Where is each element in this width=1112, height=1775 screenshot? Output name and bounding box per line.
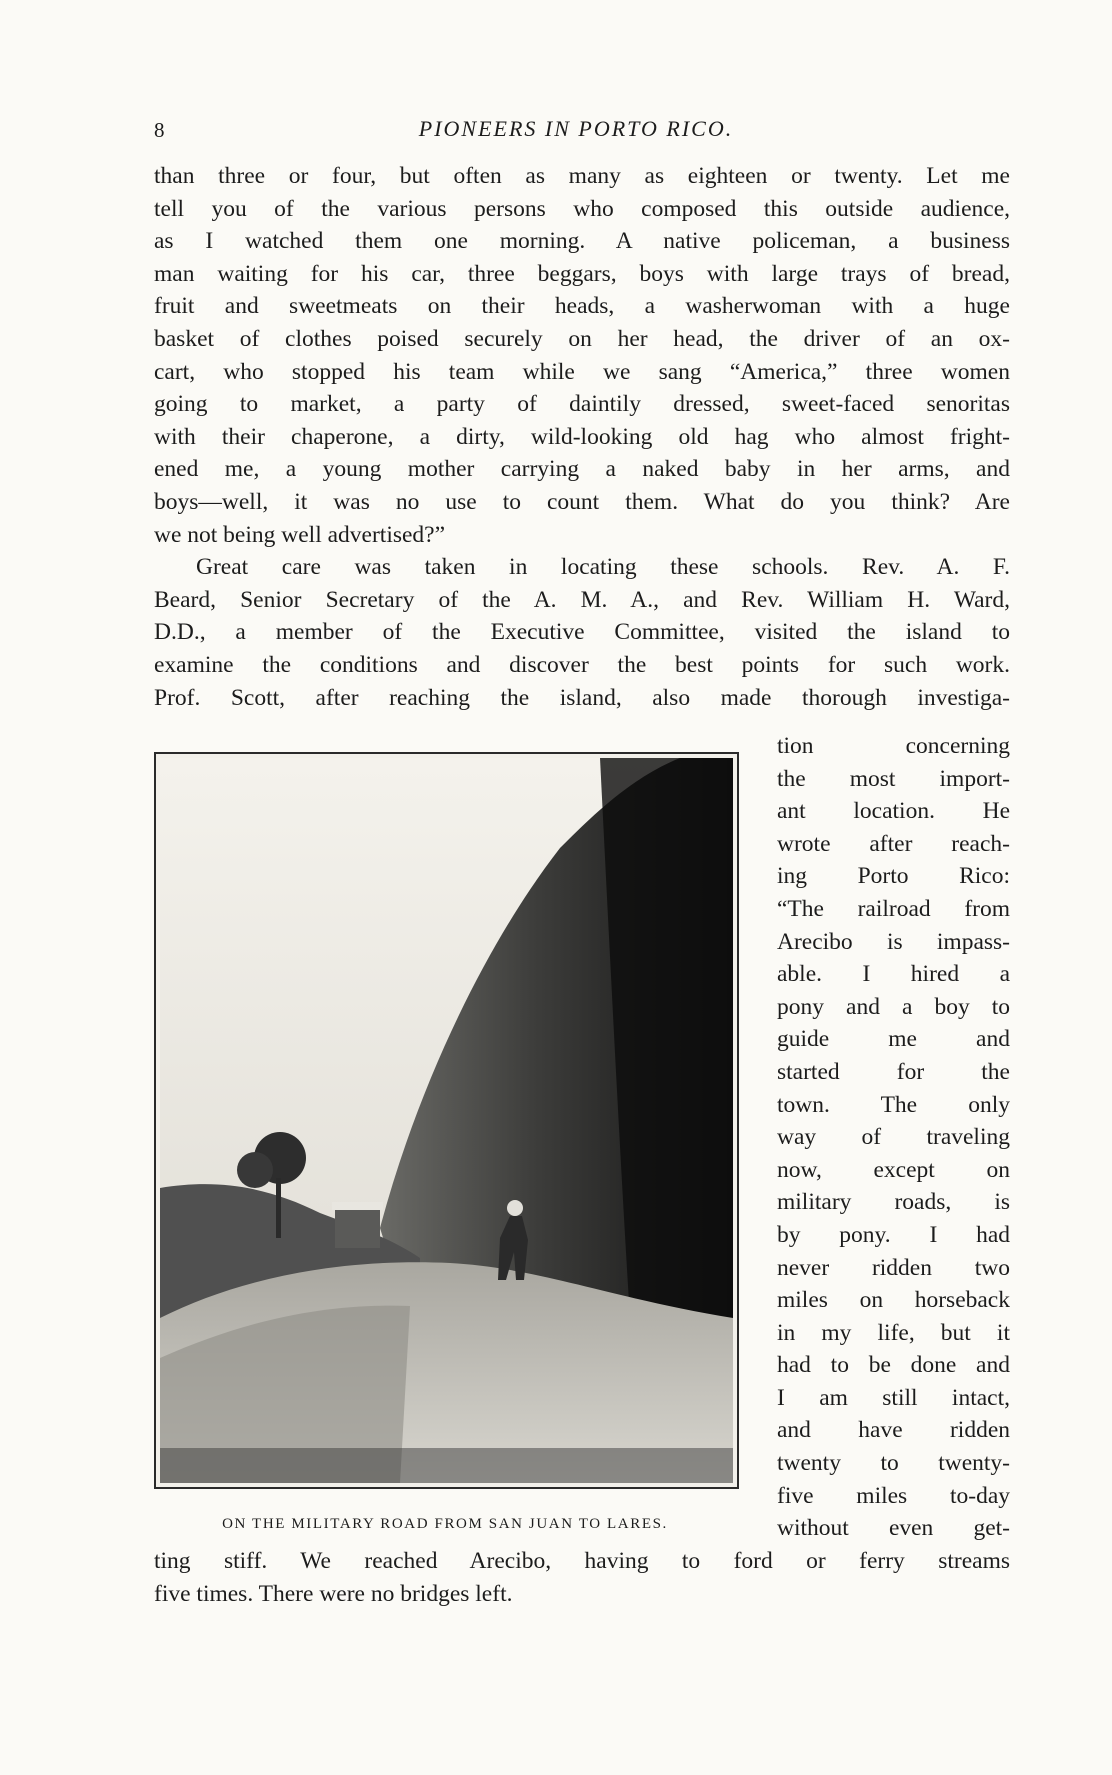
text-line: Beard, Senior Secretary of the A. M. A., and Rev. William H. Ward, (154, 586, 1010, 613)
text-line: Arecibo is impass- (777, 928, 1010, 955)
text-line: five miles to-day (777, 1482, 1010, 1509)
text-line: ing Porto Rico: (777, 863, 1010, 890)
text-line: we not being well advertised?” (154, 521, 446, 548)
text-line: tion concerning (777, 733, 1010, 759)
top-text-block (154, 160, 1010, 714)
text-line: wrote after reach- (777, 830, 1010, 857)
text-line: able. I hired a (777, 961, 1010, 988)
text-line: Prof. Scott, after reaching the island, also made thorough investiga- (154, 684, 1010, 711)
text-line: going to market, a party of daintily dressed, sweet-faced senoritas (154, 391, 1010, 418)
text-line: ant location. He (777, 798, 1010, 825)
photograph (154, 752, 739, 1489)
text-line: than three or four, but often as many as eighteen or twenty. Let me (154, 163, 1010, 189)
text-line: five times. There were no bridges left. (154, 1580, 513, 1607)
photo-road-cliff-illustration (160, 758, 733, 1483)
text-line: ened me, a young mother carrying a naked baby in her arms, and (154, 456, 1010, 483)
page-number: 8 (154, 118, 165, 142)
text-line: cart, who stopped his team while we sang “America,” three women (154, 358, 1010, 385)
text-line: and have ridden (777, 1417, 1010, 1444)
text-line: boys—well, it was no use to count them. What do you think? Are (154, 488, 1010, 515)
text-line: the most import- (777, 765, 1010, 792)
text-line: tell you of the various persons who composed this outside audience, (154, 195, 1010, 222)
text-line: “The railroad from (777, 895, 1010, 922)
text-line: as I watched them one morning. A native policeman, a business (154, 228, 1010, 255)
text-line: examine the conditions and discover the best points for such work. (154, 651, 1010, 678)
text-line: with their chaperone, a dirty, wild-looking old hag who almost fright- (154, 423, 1010, 450)
text-line: never ridden two (777, 1254, 1010, 1281)
text-line: town. The only (777, 1091, 1010, 1118)
text-line: basket of clothes poised securely on her head, the driver of an ox- (154, 325, 1010, 352)
text-line: now, except on (777, 1156, 1010, 1183)
figure-caption: ON THE MILITARY ROAD FROM SAN JUAN TO LARES. (222, 1516, 668, 1532)
text-line: ting stiff. We reached Arecibo, having to ford or ferry streams (154, 1548, 1010, 1574)
text-line: without even get- (777, 1515, 1010, 1542)
text-line: military roads, is (777, 1189, 1010, 1216)
text-line: I am still intact, (777, 1384, 1010, 1411)
text-line: Great care was taken in locating these schools. Rev. A. F. (196, 554, 1010, 581)
text-line: miles on horseback (777, 1287, 1010, 1314)
text-line: guide me and (777, 1026, 1010, 1053)
side-text-column (777, 730, 1010, 1545)
running-title: PIONEERS IN PORTO RICO. (418, 116, 734, 141)
text-line: pony and a boy to (777, 993, 1010, 1020)
text-line: way of traveling (777, 1124, 1010, 1151)
text-line: had to be done and (777, 1352, 1010, 1379)
text-line: twenty to twenty- (777, 1450, 1010, 1477)
text-line: started for the (777, 1058, 1010, 1085)
text-line: man waiting for his car, three beggars, boys with large trays of bread, (154, 260, 1010, 287)
text-line: D.D., a member of the Executive Committee, visited the island to (154, 619, 1010, 646)
text-line: fruit and sweetmeats on their heads, a washerwoman with a huge (154, 293, 1010, 320)
text-line: in my life, but it (777, 1319, 1010, 1346)
text-line: by pony. I had (777, 1221, 1010, 1248)
bottom-text-block (154, 1545, 1010, 1610)
